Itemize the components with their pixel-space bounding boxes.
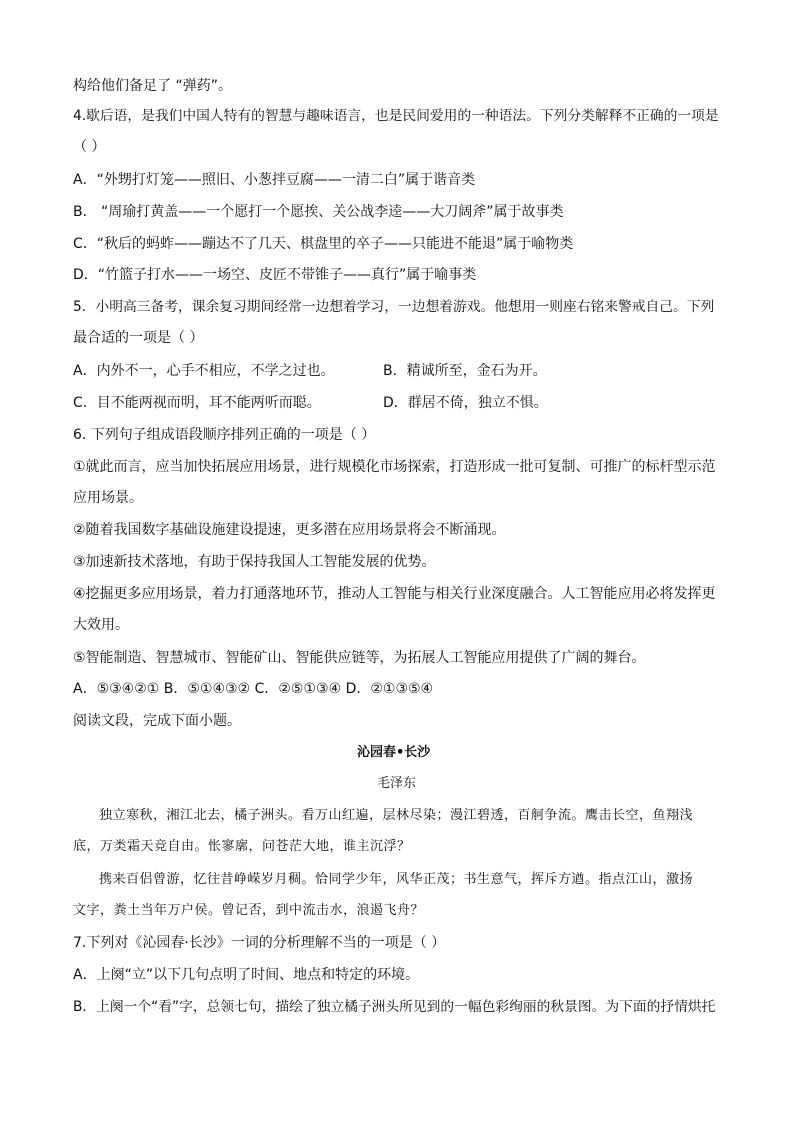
q4-option-a: A．“外甥打灯笼——照旧、小葱拌豆腐——一清二白”属于谐音类 bbox=[73, 172, 476, 188]
question-5-stem: 5．小明高三备考，课余复习期间经常一边想着学习，一边想着游戏。他想用一则座右铭来警戒自己。下列 bbox=[73, 299, 715, 315]
q6-sentence-5: ⑤智能制造、智慧城市、智能矿山、智能供应链等，为拓展人工智能应用提供了广阔的舞台。 bbox=[73, 650, 646, 666]
q7-option-a: A．上阕“立”以下几句点明了时间、地点和特定的环境。 bbox=[73, 967, 420, 983]
reading-instruction: 阅读文段，完成下面小题。 bbox=[73, 713, 241, 729]
q6-sentence-4-cont: 大效用。 bbox=[73, 617, 129, 633]
text-line: 构给他们备足了 “弹药”。 bbox=[73, 78, 232, 94]
q6-sentence-1: ①就此而言，应当加快拓展应用场景，进行规模化市场探索，打造形成一批可复制、可推广的标杆型示范 bbox=[73, 459, 716, 475]
q6-sentence-1-cont: 应用场景。 bbox=[73, 490, 143, 506]
question-7-stem: 7.下列对《沁园春·长沙》一词的分析理解不当的一项是（ ） bbox=[73, 935, 446, 951]
q6-sentence-3: ③加速新技术落地，有助于保持我国人工智能发展的优势。 bbox=[73, 554, 436, 570]
q6-options: A．⑤③④②① B．⑤①④③② C．②⑤①③④ D．②①③⑤④ bbox=[73, 681, 434, 697]
q6-sentence-4: ④挖掘更多应用场景，着力打通落地环节，推动人工智能与相关行业深度融合。人工智能应用必将发挥更 bbox=[73, 586, 716, 602]
poem-line: 独立寒秋，湘江北去，橘子洲头。看万山红遍，层林尽染；漫江碧透，百舸争流。鹰击长空，鱼翔浅 bbox=[99, 808, 694, 823]
q4-option-b: B． “周瑜打黄盖——一个愿打一个愿挨、关公战李逵——大刀阔斧”属于故事类 bbox=[73, 204, 564, 220]
q7-option-b: B．上阕一个“看”字，总领七句，描绘了独立橘子洲头所见到的一幅色彩绚丽的秋景图。为下面的抒情烘托 bbox=[73, 999, 716, 1015]
q4-option-d: D．“竹篮子打水——一场空、皮匠不带锥子——真行”属于喻事类 bbox=[73, 267, 477, 283]
q5-option-c: C．目不能两视而明，耳不能两听而聪。 bbox=[73, 395, 321, 411]
question-5-stem-cont: 最合适的一项是（ ） bbox=[73, 330, 204, 346]
poem-line: 携来百侣曾游，忆往昔峥嵘岁月稠。恰同学少年，风华正茂；书生意气，挥斥方遒。指点江山，激扬 bbox=[99, 872, 694, 887]
q6-sentence-2: ②随着我国数字基础设施建设提速，更多潜在应用场景将会不断涌现。 bbox=[73, 522, 506, 538]
q5-option-a: A．内外不一，心手不相应，不学之过也。 bbox=[73, 363, 335, 379]
poem-line: 文字，粪土当年万户侯。曾记否，到中流击水，浪遏飞舟？ bbox=[73, 903, 425, 918]
poem-line: 底，万类霜天竞自由。怅寥廓，问苍茫大地，谁主沉浮？ bbox=[73, 839, 411, 854]
answer-blank: （ ） bbox=[73, 139, 106, 155]
q4-option-c: C．“秋后的蚂蚱——蹦达不了几天、棋盘里的卒子——只能进不能退”属于喻物类 bbox=[73, 236, 574, 252]
poem-author: 毛泽东 bbox=[377, 776, 417, 791]
q5-option-b: B．精诚所至，金石为开。 bbox=[383, 363, 547, 379]
poem-title: 沁园春•长沙 bbox=[357, 745, 431, 760]
question-6-stem: 6. 下列句子组成语段顺序排列正确的一项是（ ） bbox=[73, 427, 376, 443]
question-4-stem: 4.歇后语，是我们中国人特有的智慧与趣味语言，也是民间爱用的一种语法。下列分类解释不正确的一项是 bbox=[73, 108, 719, 124]
q5-option-d: D．群居不倚，独立不惧。 bbox=[383, 395, 548, 411]
